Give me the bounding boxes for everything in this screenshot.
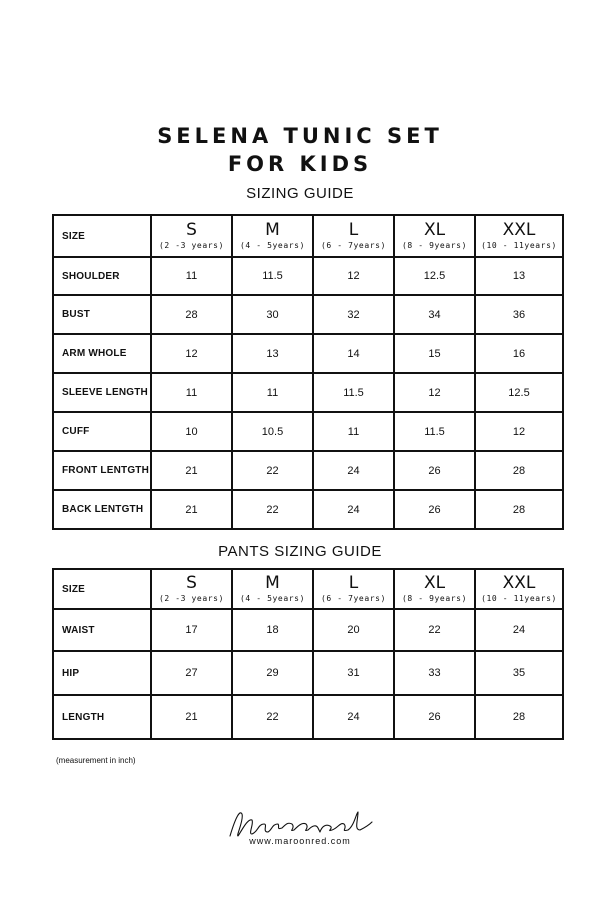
table-cell: 28 bbox=[475, 695, 563, 739]
size-letter: S bbox=[186, 573, 197, 593]
size-letter: XL bbox=[423, 220, 446, 240]
size-header-cell bbox=[151, 215, 232, 257]
size-letter: XXL bbox=[502, 573, 536, 593]
row-label: WAIST bbox=[53, 609, 151, 651]
table-cell: 24 bbox=[313, 695, 394, 739]
row-label: BUST bbox=[53, 295, 151, 334]
table-cell: 26 bbox=[394, 695, 475, 739]
header-row bbox=[53, 215, 563, 257]
size-header-cell bbox=[394, 215, 475, 257]
table-cell: 36 bbox=[475, 295, 563, 334]
size-header-label: SIZE bbox=[53, 569, 151, 609]
table-cell: 11 bbox=[151, 257, 232, 295]
table-cell: 11 bbox=[232, 373, 313, 412]
size-age-range: (10 - 11years) bbox=[481, 241, 557, 250]
row-label: BACK LENTGTH bbox=[53, 490, 151, 529]
pants-sizing-table bbox=[52, 568, 564, 740]
table-cell: 12 bbox=[151, 334, 232, 373]
row-label: ARM WHOLE bbox=[53, 334, 151, 373]
size-letter: M bbox=[265, 573, 280, 593]
size-letter: L bbox=[348, 573, 359, 593]
table-cell: 24 bbox=[313, 490, 394, 529]
size-header-cell bbox=[475, 215, 563, 257]
table-cell: 15 bbox=[394, 334, 475, 373]
table-cell: 35 bbox=[475, 651, 563, 695]
table-cell: 33 bbox=[394, 651, 475, 695]
table-cell: 24 bbox=[475, 609, 563, 651]
row-label: HIP bbox=[53, 651, 151, 695]
table-cell: 11 bbox=[151, 373, 232, 412]
header-row bbox=[53, 569, 563, 609]
table-row bbox=[53, 490, 563, 529]
row-label: SLEEVE LENGTH bbox=[53, 373, 151, 412]
size-header-cell bbox=[313, 569, 394, 609]
table-cell: 21 bbox=[151, 451, 232, 490]
table-row bbox=[53, 695, 563, 739]
size-age-range: (8 - 9years) bbox=[402, 241, 467, 250]
table-row bbox=[53, 451, 563, 490]
table-cell: 30 bbox=[232, 295, 313, 334]
table-cell: 11.5 bbox=[313, 373, 394, 412]
size-age-range: (2 -3 years) bbox=[159, 241, 224, 250]
table-cell: 12 bbox=[475, 412, 563, 451]
table-row bbox=[53, 334, 563, 373]
table-row bbox=[53, 651, 563, 695]
table-cell: 14 bbox=[313, 334, 394, 373]
table-cell: 11 bbox=[313, 412, 394, 451]
measurement-note: (measurement in inch) bbox=[56, 756, 136, 765]
table-cell: 11.5 bbox=[232, 257, 313, 295]
table-cell: 31 bbox=[313, 651, 394, 695]
table-row bbox=[53, 412, 563, 451]
size-letter: XXL bbox=[502, 220, 536, 240]
row-label: CUFF bbox=[53, 412, 151, 451]
size-header-cell bbox=[232, 215, 313, 257]
size-header-cell bbox=[394, 569, 475, 609]
table-cell: 27 bbox=[151, 651, 232, 695]
table-cell: 13 bbox=[475, 257, 563, 295]
table-cell: 17 bbox=[151, 609, 232, 651]
table-cell: 16 bbox=[475, 334, 563, 373]
website-url: www.maroonred.com bbox=[249, 836, 351, 846]
size-age-range: (6 - 7years) bbox=[321, 241, 386, 250]
table-cell: 10 bbox=[151, 412, 232, 451]
table-cell: 34 bbox=[394, 295, 475, 334]
table-row bbox=[53, 373, 563, 412]
shirt-sizing-table bbox=[52, 214, 564, 530]
size-age-range: (6 - 7years) bbox=[321, 594, 386, 603]
row-label: SHOULDER bbox=[53, 257, 151, 295]
table-row bbox=[53, 609, 563, 651]
size-letter: XL bbox=[423, 573, 446, 593]
size-header-cell bbox=[475, 569, 563, 609]
table-cell: 26 bbox=[394, 490, 475, 529]
table-row bbox=[53, 257, 563, 295]
table-cell: 12.5 bbox=[475, 373, 563, 412]
row-label: LENGTH bbox=[53, 695, 151, 739]
sizing-guide-subtitle: SIZING GUIDE bbox=[246, 185, 354, 202]
table-cell: 18 bbox=[232, 609, 313, 651]
table-cell: 22 bbox=[232, 451, 313, 490]
size-age-range: (8 - 9years) bbox=[402, 594, 467, 603]
size-header-cell bbox=[232, 569, 313, 609]
table-cell: 26 bbox=[394, 451, 475, 490]
pants-sizing-guide-subtitle: PANTS SIZING GUIDE bbox=[218, 543, 382, 560]
table-cell: 32 bbox=[313, 295, 394, 334]
table-cell: 22 bbox=[232, 490, 313, 529]
table-cell: 28 bbox=[475, 490, 563, 529]
size-age-range: (10 - 11years) bbox=[481, 594, 557, 603]
page-title-line-1: SELENA TUNIC SET bbox=[157, 124, 443, 148]
table-cell: 21 bbox=[151, 695, 232, 739]
table-cell: 29 bbox=[232, 651, 313, 695]
size-letter: M bbox=[265, 220, 280, 240]
row-label: FRONT LENTGTH bbox=[53, 451, 151, 490]
page-title-line-2: FOR KIDS bbox=[227, 152, 373, 176]
size-age-range: (4 - 5years) bbox=[240, 594, 305, 603]
size-letter: L bbox=[348, 220, 359, 240]
table-cell: 24 bbox=[313, 451, 394, 490]
table-cell: 12 bbox=[313, 257, 394, 295]
size-header-cell bbox=[151, 569, 232, 609]
size-age-range: (4 - 5years) bbox=[240, 241, 305, 250]
table-cell: 12 bbox=[394, 373, 475, 412]
table-cell: 22 bbox=[394, 609, 475, 651]
table-cell: 28 bbox=[475, 451, 563, 490]
table-cell: 22 bbox=[232, 695, 313, 739]
table-cell: 12.5 bbox=[394, 257, 475, 295]
size-age-range: (2 -3 years) bbox=[159, 594, 224, 603]
table-cell: 13 bbox=[232, 334, 313, 373]
size-header-label: SIZE bbox=[53, 215, 151, 257]
table-cell: 10.5 bbox=[232, 412, 313, 451]
table-cell: 21 bbox=[151, 490, 232, 529]
size-letter: S bbox=[186, 220, 197, 240]
size-header-cell bbox=[313, 215, 394, 257]
table-cell: 20 bbox=[313, 609, 394, 651]
table-cell: 11.5 bbox=[394, 412, 475, 451]
table-row bbox=[53, 295, 563, 334]
table-cell: 28 bbox=[151, 295, 232, 334]
